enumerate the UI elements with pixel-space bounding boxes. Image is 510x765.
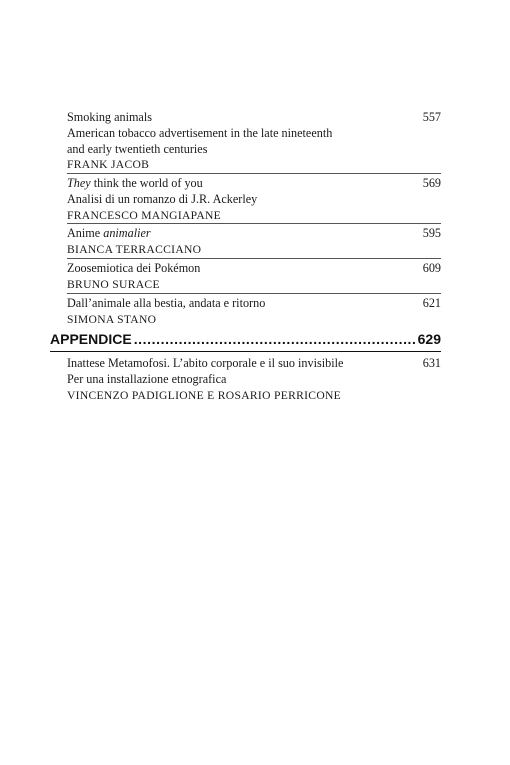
entry-title-italic: animalier [103, 226, 151, 240]
entry-title [67, 176, 441, 192]
toc-entry [67, 356, 441, 403]
entry-divider [67, 173, 441, 174]
entry-author: FRANCESCO MANGIAPANE [67, 208, 222, 222]
entry-title: Dall’animale alla bestia, andata e ritorno [67, 296, 266, 310]
toc-entry [67, 176, 441, 223]
section-heading [50, 331, 441, 347]
entry-divider [67, 258, 441, 259]
section-label: APPENDICE [50, 331, 132, 347]
entry-subtitle: Per una installazione etnografica [67, 371, 227, 386]
entry-author: SIMONA STANO [67, 312, 157, 326]
entry-page-number: 595 [422, 226, 441, 240]
entry-title: Smoking animals [67, 110, 152, 124]
entry-title-rest: think the world of you [90, 176, 203, 190]
entry-author: BRUNO SURACE [67, 277, 160, 291]
entry-subtitle: American tobacco advertisement in the late nineteenth [67, 125, 333, 140]
entry-title: Inattese Metamofosi. L’abito corporale e il suo invisibile [67, 356, 344, 370]
leader-dots [134, 331, 417, 347]
entry-page-number: 609 [422, 261, 441, 275]
entry-author: FRANK JACOB [67, 158, 150, 172]
toc-entry [67, 296, 441, 328]
entry-subtitle: and early twentieth centuries [67, 141, 208, 156]
section-rule [50, 351, 441, 352]
entry-divider [67, 293, 441, 294]
entry-author: BIANCA TERRACCIANO [67, 242, 202, 256]
entry-page-number: 569 [422, 176, 441, 190]
section-page-number: 629 [417, 331, 441, 347]
entry-page-number: 631 [422, 356, 441, 370]
toc-entry [67, 110, 441, 173]
entry-title [67, 226, 441, 242]
entry-subtitle: Analisi di un romanzo di J.R. Ackerley [67, 191, 258, 206]
entry-title: Zoosemiotica dei Pokémon [67, 261, 201, 275]
entry-page-number: 621 [422, 296, 441, 310]
entry-author: VINCENZO PADIGLIONE E ROSARIO PERRICONE [67, 388, 342, 402]
entry-title-italic: They [67, 176, 91, 190]
toc-entry [67, 226, 441, 258]
entry-page-number: 557 [422, 110, 441, 124]
entry-divider [67, 223, 441, 224]
toc-entry [67, 261, 441, 293]
entry-title-plain: Anime [67, 226, 104, 240]
